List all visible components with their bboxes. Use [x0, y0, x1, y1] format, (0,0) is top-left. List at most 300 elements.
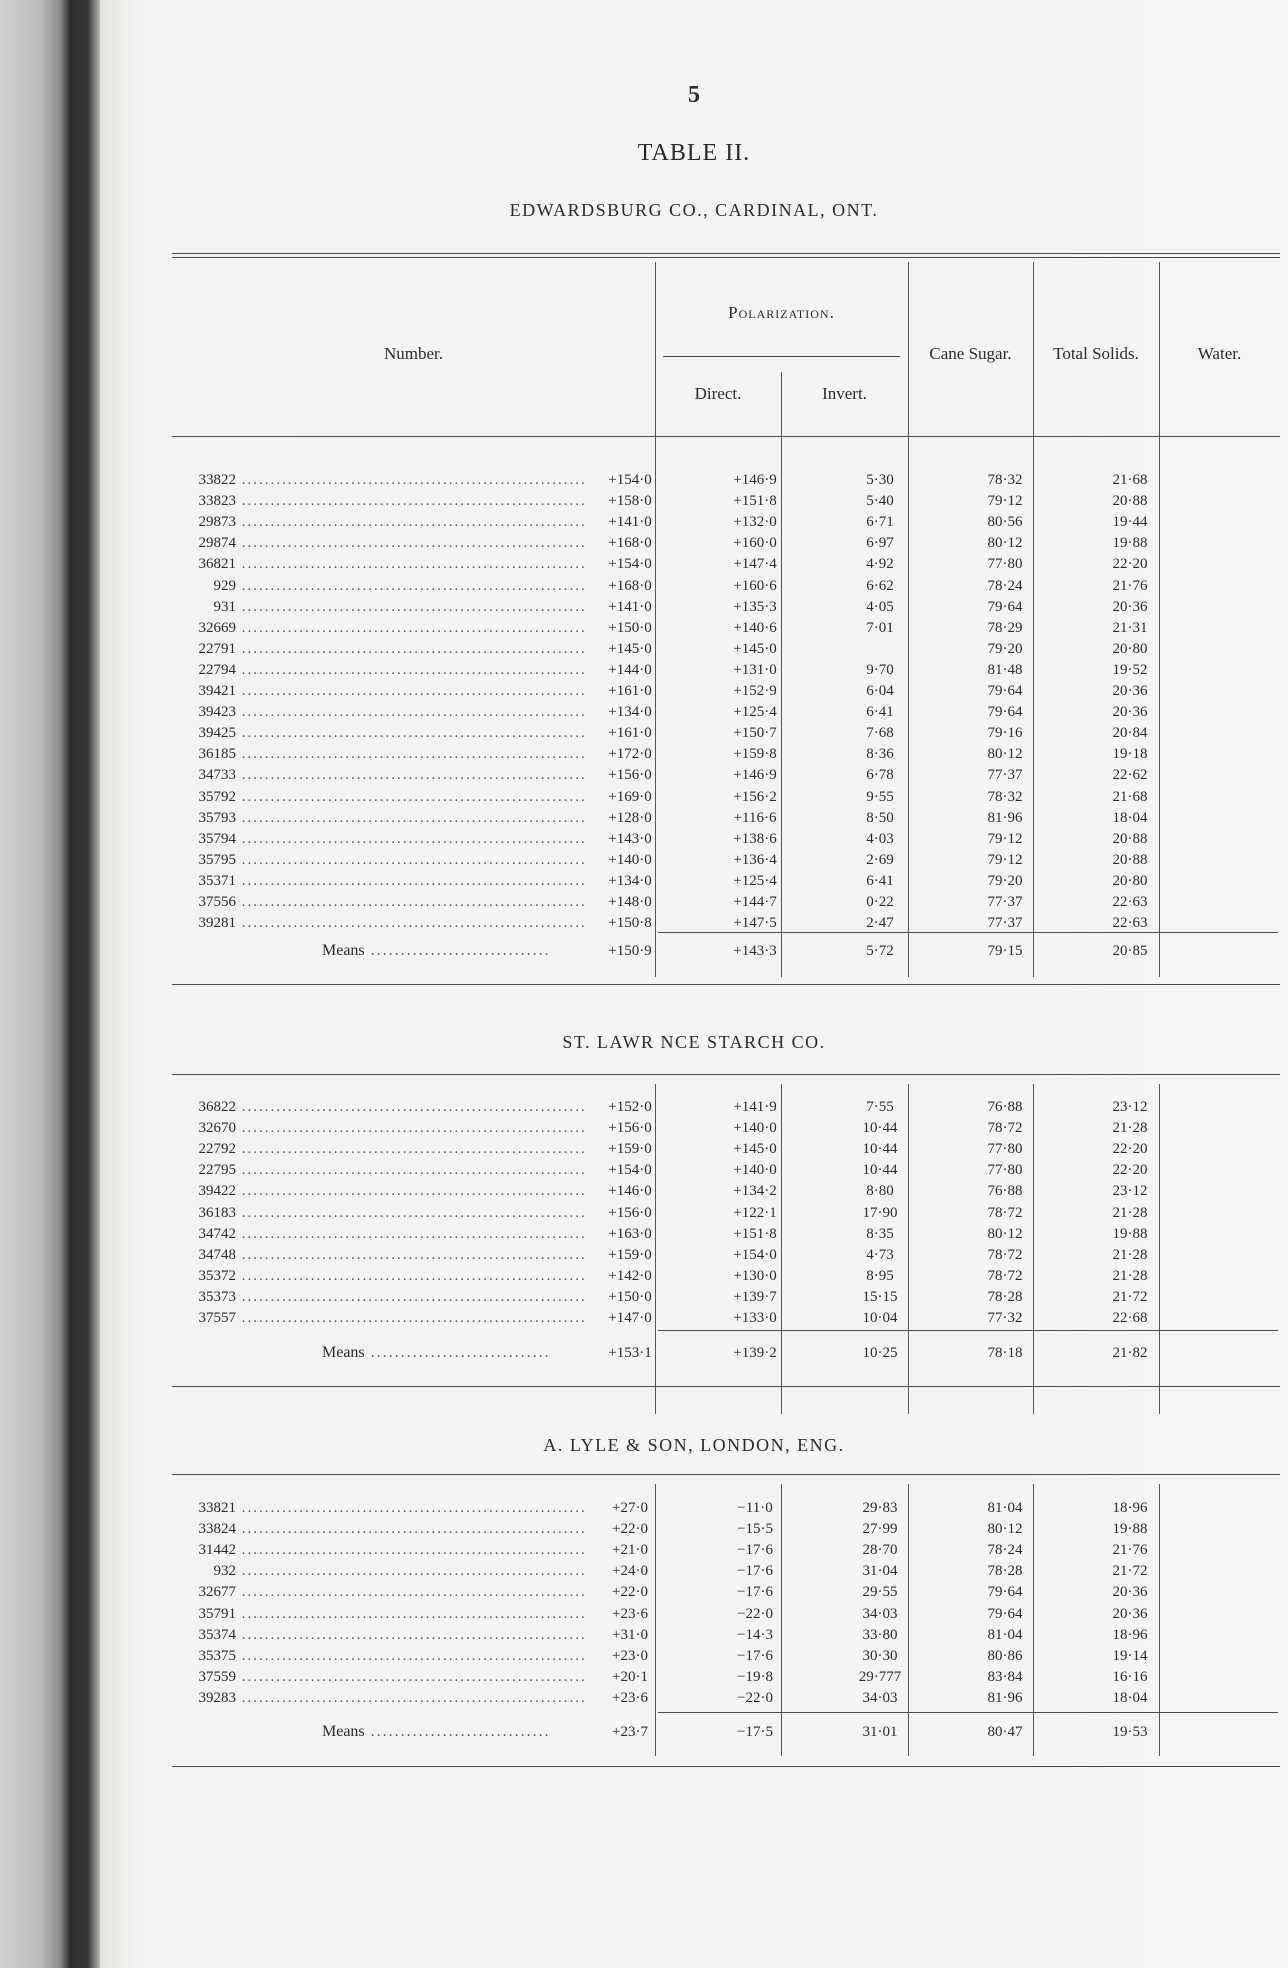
- leader-dots: ............................................................: [236, 1225, 587, 1242]
- table-row: [172, 1667, 1280, 1687]
- cane-sugar-value: 15·15: [862, 1288, 898, 1305]
- direct-value: +156·0: [608, 1120, 652, 1137]
- row-number: 29873: [198, 514, 236, 531]
- leader-dots: ............................................................: [236, 1099, 587, 1115]
- table-row: [172, 1160, 1280, 1180]
- invert-value: +136·4: [733, 851, 777, 868]
- cane-sugar-value: 34·03: [862, 1689, 898, 1706]
- invert-value: +144·7: [733, 894, 777, 910]
- section-title-lyle: A. LYLE & SON, LONDON, ENG.: [543, 1435, 845, 1455]
- row-number: 39281: [198, 915, 236, 932]
- row-number: 29874: [198, 535, 236, 552]
- row-number: 35371: [198, 872, 236, 889]
- direct-value: +169·0: [608, 788, 652, 805]
- row-number-cell: [182, 618, 587, 638]
- row-number: 929: [213, 577, 236, 594]
- table-row: [172, 1625, 1280, 1645]
- row-number: 35791: [198, 1605, 236, 1622]
- water-value: 20·36: [1112, 598, 1148, 615]
- header-bottom-rule: [172, 436, 1280, 437]
- row-number-cell: [182, 871, 587, 891]
- direct-value: +150·0: [608, 619, 652, 636]
- direct-value: +21·0: [612, 1542, 648, 1559]
- cane-sugar-value: 8·80: [866, 1183, 894, 1200]
- row-number: 932: [213, 1563, 236, 1580]
- table-title: TABLE II.: [637, 140, 751, 166]
- row-number: 35373: [198, 1288, 236, 1305]
- column-header-cane-sugar: Cane Sugar.: [929, 344, 1012, 363]
- total-solids-value: 77·80: [987, 556, 1023, 573]
- row-number-cell: [182, 470, 587, 490]
- invert-value: −17·6: [737, 1647, 773, 1664]
- water-value: 20·80: [1112, 640, 1148, 657]
- row-number-cell: [182, 1540, 587, 1560]
- cane-sugar-value: 7·01: [866, 619, 894, 636]
- cane-sugar-value: 0·22: [866, 894, 894, 910]
- row-number: 39425: [198, 725, 236, 742]
- direct-value: +141·0: [608, 514, 652, 531]
- total-solids-value: 83·84: [987, 1668, 1023, 1685]
- cane-sugar-value: 8·36: [866, 746, 894, 763]
- row-number-cell: [182, 765, 587, 785]
- invert-value: −14·3: [737, 1626, 773, 1643]
- cane-sugar-value: 7·55: [866, 1099, 894, 1115]
- cane-sugar-value: 10·44: [862, 1162, 898, 1179]
- invert-value: +140·0: [733, 1120, 777, 1137]
- leader-dots: ............................................................: [236, 851, 587, 868]
- row-number: 35793: [198, 809, 236, 826]
- table-row: [172, 723, 1280, 743]
- table-row: [172, 744, 1280, 764]
- direct-value: +168·0: [608, 535, 652, 552]
- direct-value: +23·6: [612, 1605, 648, 1622]
- water-value: 21·28: [1112, 1267, 1148, 1284]
- direct-value: +20·1: [612, 1668, 648, 1685]
- total-solids-value: 76·88: [987, 1183, 1023, 1200]
- row-number-cell: [182, 660, 587, 680]
- row-number-cell: [182, 829, 587, 849]
- row-number-cell: [182, 1582, 587, 1602]
- leader-dots: ............................................................: [236, 915, 587, 932]
- row-number-cell: [182, 1667, 587, 1687]
- leader-dots: ............................................................: [236, 1267, 587, 1284]
- leader-dots: ............................................................: [236, 640, 587, 657]
- invert-value: +145·0: [733, 1141, 777, 1158]
- invert-value: +156·2: [733, 788, 777, 805]
- row-number-cell: [182, 554, 587, 574]
- water-value: 20·36: [1112, 704, 1148, 721]
- cane-sugar-value: 29·777: [858, 1668, 902, 1685]
- water-value: 20·88: [1112, 851, 1148, 868]
- total-solids-value: 78·72: [987, 1120, 1023, 1137]
- column-header-invert: Invert.: [822, 384, 867, 403]
- row-number-cell: [182, 913, 587, 933]
- row-number-cell: [182, 576, 587, 596]
- table-row: [172, 1203, 1280, 1223]
- total-solids-value: 80·86: [987, 1647, 1023, 1664]
- direct-value: +172·0: [608, 746, 652, 763]
- total-solids-value: 77·80: [987, 1141, 1023, 1158]
- row-number: 35794: [198, 830, 236, 847]
- total-solids-value: 79·20: [987, 872, 1023, 889]
- direct-value: +134·0: [608, 872, 652, 889]
- row-number-cell: [182, 1118, 587, 1138]
- row-number: 22792: [198, 1141, 236, 1158]
- row-number-cell: [182, 1561, 587, 1581]
- direct-value: +161·0: [608, 725, 652, 742]
- row-number: 36822: [198, 1099, 236, 1115]
- total-solids-value: 79·12: [987, 851, 1023, 868]
- row-number: 32677: [198, 1584, 236, 1601]
- cane-sugar-value: 9·70: [866, 661, 894, 678]
- row-number-cell: [182, 744, 587, 764]
- row-number-cell: [182, 491, 587, 511]
- leader-dots: ............................................................: [236, 1183, 587, 1200]
- means-total-solids-value: 78·18: [987, 1345, 1023, 1361]
- row-number: 33823: [198, 493, 236, 510]
- leader-dots: ............................................................: [236, 577, 587, 594]
- row-number-cell: [182, 597, 587, 617]
- cane-sugar-value: 17·90: [862, 1204, 898, 1221]
- direct-value: +161·0: [608, 683, 652, 699]
- row-number-cell: [182, 1181, 587, 1201]
- row-number: 31442: [198, 1542, 236, 1559]
- cane-sugar-value: 4·03: [866, 830, 894, 847]
- table-row: [172, 576, 1280, 596]
- total-solids-value: 78·72: [987, 1204, 1023, 1221]
- water-value: 21·72: [1112, 1288, 1148, 1305]
- leader-dots: ............................................................: [236, 894, 587, 910]
- means-invert-value: +139·2: [733, 1345, 777, 1361]
- row-number: 22791: [198, 640, 236, 657]
- water-value: 20·36: [1112, 1605, 1148, 1622]
- row-number-cell: [182, 1266, 587, 1286]
- invert-value: +138·6: [733, 830, 777, 847]
- column-header-total-solids: Total Solids.: [1053, 344, 1139, 363]
- water-value: 22·20: [1112, 1141, 1148, 1158]
- water-value: 21·72: [1112, 1563, 1148, 1580]
- water-value: 18·96: [1112, 1500, 1148, 1516]
- row-number: 35792: [198, 788, 236, 805]
- row-number-cell: [182, 1139, 587, 1159]
- leader-dots: ............................................................: [236, 535, 587, 552]
- leader-dots: ............................................................: [236, 1310, 587, 1326]
- table-row: [172, 829, 1280, 849]
- water-value: 21·31: [1112, 619, 1148, 636]
- water-value: 19·18: [1112, 746, 1148, 763]
- direct-value: +145·0: [608, 640, 652, 657]
- means-label-cell: [322, 1343, 551, 1363]
- table-row: [172, 892, 1280, 912]
- row-number: 39423: [198, 704, 236, 721]
- invert-value: −22·0: [737, 1605, 773, 1622]
- direct-value: +159·0: [608, 1246, 652, 1263]
- invert-value: +147·5: [733, 915, 777, 932]
- direct-value: +152·0: [608, 1099, 652, 1115]
- total-solids-value: 80·12: [987, 746, 1023, 763]
- water-value: 22·20: [1112, 1162, 1148, 1179]
- total-solids-value: 78·32: [987, 472, 1023, 488]
- cane-sugar-value: 28·70: [862, 1542, 898, 1559]
- invert-value: −17·6: [737, 1542, 773, 1559]
- water-value: 18·04: [1112, 1689, 1148, 1706]
- row-number-cell: [182, 723, 587, 743]
- row-number-cell: [182, 1097, 587, 1117]
- total-solids-value: 81·48: [987, 661, 1023, 678]
- cane-sugar-value: 6·04: [866, 683, 894, 699]
- leader-dots: ............................................................: [236, 556, 587, 573]
- means-cane-sugar-value: 10·25: [862, 1345, 898, 1361]
- leader-dots: ............................................................: [236, 830, 587, 847]
- table-row: [172, 1688, 1280, 1708]
- direct-value: +23·6: [612, 1689, 648, 1706]
- section-title-st-lawrence: ST. LAWR NCE STARCH CO.: [562, 1032, 826, 1052]
- row-number: 36821: [198, 556, 236, 573]
- means-total-solids-value: 80·47: [987, 1724, 1023, 1740]
- leader-dots: ............................................................: [236, 1584, 587, 1601]
- cane-sugar-value: 31·04: [862, 1563, 898, 1580]
- cane-sugar-value: 6·78: [866, 767, 894, 784]
- row-number: 37556: [198, 894, 236, 910]
- direct-value: +150·0: [608, 1288, 652, 1305]
- total-solids-value: 77·37: [987, 894, 1023, 910]
- row-number: 34742: [198, 1225, 236, 1242]
- table-row: [172, 1097, 1280, 1117]
- means-row: [172, 941, 1280, 961]
- leader-dots: ............................................................: [236, 788, 587, 805]
- water-value: 23·12: [1112, 1183, 1148, 1200]
- water-value: 19·88: [1112, 1225, 1148, 1242]
- cane-sugar-value: 34·03: [862, 1605, 898, 1622]
- cane-sugar-value: 4·73: [866, 1246, 894, 1263]
- total-solids-value: 80·12: [987, 535, 1023, 552]
- cane-sugar-value: 29·83: [862, 1500, 898, 1516]
- row-number-cell: [182, 1625, 587, 1645]
- row-number-cell: [182, 1203, 587, 1223]
- cane-sugar-value: 30·30: [862, 1647, 898, 1664]
- direct-value: +159·0: [608, 1141, 652, 1158]
- total-solids-value: 78·28: [987, 1288, 1023, 1305]
- total-solids-value: 78·24: [987, 1542, 1023, 1559]
- row-number-cell: [182, 681, 587, 701]
- table-row: [172, 597, 1280, 617]
- invert-value: +146·9: [733, 767, 777, 784]
- total-solids-value: 78·72: [987, 1246, 1023, 1263]
- table-row: [172, 681, 1280, 701]
- row-number-cell: [182, 892, 587, 912]
- invert-value: +130·0: [733, 1267, 777, 1284]
- direct-value: +22·0: [612, 1521, 648, 1538]
- total-solids-value: 81·96: [987, 1689, 1023, 1706]
- cane-sugar-value: 6·71: [866, 514, 894, 531]
- water-value: 21·68: [1112, 472, 1148, 488]
- direct-value: +23·0: [612, 1647, 648, 1664]
- water-value: 21·28: [1112, 1246, 1148, 1263]
- leader-dots: ............................................................: [236, 1563, 587, 1580]
- direct-value: +168·0: [608, 577, 652, 594]
- invert-value: +131·0: [733, 661, 777, 678]
- cane-sugar-value: 5·40: [866, 493, 894, 510]
- invert-value: +140·6: [733, 619, 777, 636]
- total-solids-value: 79·16: [987, 725, 1023, 742]
- direct-value: +143·0: [608, 830, 652, 847]
- row-number: 37557: [198, 1310, 236, 1326]
- total-solids-value: 80·12: [987, 1225, 1023, 1242]
- leader-dots: ..............................: [364, 1344, 551, 1361]
- table-row: [172, 1118, 1280, 1138]
- row-number: 37559: [198, 1668, 236, 1685]
- table-row: [172, 1498, 1280, 1518]
- row-number: 32670: [198, 1120, 236, 1137]
- water-value: 21·28: [1112, 1120, 1148, 1137]
- invert-value: +147·4: [733, 556, 777, 573]
- direct-value: +144·0: [608, 661, 652, 678]
- invert-value: −17·6: [737, 1584, 773, 1601]
- direct-value: +140·0: [608, 851, 652, 868]
- leader-dots: ............................................................: [236, 661, 587, 678]
- leader-dots: ..............................: [364, 1723, 551, 1740]
- column-header-water: Water.: [1197, 344, 1242, 363]
- cane-sugar-value: 2·69: [866, 851, 894, 868]
- means-water-value: 19·53: [1112, 1724, 1148, 1740]
- invert-value: +151·8: [733, 1225, 777, 1242]
- leader-dots: ............................................................: [236, 704, 587, 721]
- row-number: 39421: [198, 683, 236, 699]
- column-header-number: Number.: [383, 344, 444, 363]
- cane-sugar-value: 5·30: [866, 472, 894, 488]
- table-row: [172, 1224, 1280, 1244]
- water-value: 19·44: [1112, 514, 1148, 531]
- table-row: [172, 1308, 1280, 1328]
- invert-value: −19·8: [737, 1668, 773, 1685]
- means-label: Means: [322, 1723, 365, 1740]
- invert-value: +154·0: [733, 1246, 777, 1263]
- means-label: Means: [322, 1344, 365, 1361]
- row-number: 39422: [198, 1183, 236, 1200]
- cane-sugar-value: 8·50: [866, 809, 894, 826]
- leader-dots: ............................................................: [236, 598, 587, 615]
- leader-dots: ............................................................: [236, 619, 587, 636]
- table-row: [172, 702, 1280, 722]
- cane-sugar-value: 6·97: [866, 535, 894, 552]
- direct-value: +154·0: [608, 472, 652, 488]
- means-cane-sugar-value: 31·01: [862, 1724, 898, 1740]
- table-row: [172, 618, 1280, 638]
- water-value: 21·76: [1112, 577, 1148, 594]
- means-invert-value: +143·3: [733, 943, 777, 959]
- row-number-cell: [182, 533, 587, 553]
- invert-value: +151·8: [733, 493, 777, 510]
- direct-value: +31·0: [612, 1626, 648, 1643]
- invert-value: −17·6: [737, 1563, 773, 1580]
- cane-sugar-value: 6·62: [866, 577, 894, 594]
- table-row: [172, 1540, 1280, 1560]
- means-row: [172, 1722, 1280, 1742]
- row-number-cell: [182, 1308, 587, 1328]
- water-value: 16·16: [1112, 1668, 1148, 1685]
- row-number-cell: [182, 1498, 587, 1518]
- means-label: Means: [322, 942, 365, 959]
- invert-value: +122·1: [733, 1204, 777, 1221]
- invert-value: +139·7: [733, 1288, 777, 1305]
- direct-value: +141·0: [608, 598, 652, 615]
- leader-dots: ..............................: [364, 942, 551, 959]
- leader-dots: ............................................................: [236, 1246, 587, 1263]
- means-cane-sugar-value: 5·72: [866, 943, 894, 959]
- leader-dots: ............................................................: [236, 1141, 587, 1158]
- leader-dots: ............................................................: [236, 872, 587, 889]
- header-top-rule: [172, 253, 1280, 258]
- total-solids-value: 77·80: [987, 1162, 1023, 1179]
- total-solids-value: 78·29: [987, 619, 1023, 636]
- direct-value: +150·8: [608, 915, 652, 932]
- invert-value: +125·4: [733, 704, 777, 721]
- direct-value: +147·0: [608, 1310, 652, 1326]
- leader-dots: ............................................................: [236, 809, 587, 826]
- total-solids-value: 78·72: [987, 1267, 1023, 1284]
- cane-sugar-value: 4·92: [866, 556, 894, 573]
- table-row: [172, 1582, 1280, 1602]
- column-header-polarization: Polarization.: [728, 303, 835, 322]
- invert-value: +125·4: [733, 872, 777, 889]
- invert-value: +150·7: [733, 725, 777, 742]
- table-row: [172, 1287, 1280, 1307]
- row-number: 35795: [198, 851, 236, 868]
- direct-value: +163·0: [608, 1225, 652, 1242]
- water-value: 21·68: [1112, 788, 1148, 805]
- total-solids-value: 78·28: [987, 1563, 1023, 1580]
- leader-dots: ............................................................: [236, 472, 587, 488]
- direct-value: +24·0: [612, 1563, 648, 1580]
- total-solids-value: 77·37: [987, 767, 1023, 784]
- cane-sugar-value: 9·55: [866, 788, 894, 805]
- column-header-direct: Direct.: [694, 384, 742, 403]
- direct-value: +22·0: [612, 1584, 648, 1601]
- cane-sugar-value: 6·41: [866, 872, 894, 889]
- direct-value: +154·0: [608, 1162, 652, 1179]
- cane-sugar-value: 10·44: [862, 1141, 898, 1158]
- table-row: [172, 1519, 1280, 1539]
- water-value: 20·36: [1112, 683, 1148, 699]
- row-number-cell: [182, 639, 587, 659]
- direct-value: +154·0: [608, 556, 652, 573]
- cane-sugar-value: 2·47: [866, 915, 894, 932]
- table-row: [172, 1266, 1280, 1286]
- row-number: 22794: [198, 661, 236, 678]
- total-solids-value: 77·37: [987, 915, 1023, 932]
- water-value: 22·68: [1112, 1310, 1148, 1326]
- water-value: 22·62: [1112, 767, 1148, 784]
- invert-value: −15·5: [737, 1521, 773, 1538]
- means-direct-value: +150·9: [608, 943, 652, 959]
- invert-value: +132·0: [733, 514, 777, 531]
- direct-value: +148·0: [608, 894, 652, 910]
- cane-sugar-value: 8·95: [866, 1267, 894, 1284]
- invert-value: +146·9: [733, 472, 777, 488]
- table-row: [172, 533, 1280, 553]
- leader-dots: ............................................................: [236, 725, 587, 742]
- row-number-cell: [182, 1646, 587, 1666]
- means-water-value: 21·82: [1112, 1345, 1148, 1361]
- water-value: 18·04: [1112, 809, 1148, 826]
- water-value: 22·20: [1112, 556, 1148, 573]
- direct-value: +142·0: [608, 1267, 652, 1284]
- table-row: [172, 1646, 1280, 1666]
- invert-value: +140·0: [733, 1162, 777, 1179]
- water-value: 21·28: [1112, 1204, 1148, 1221]
- table-row: [172, 1604, 1280, 1624]
- leader-dots: ............................................................: [236, 514, 587, 531]
